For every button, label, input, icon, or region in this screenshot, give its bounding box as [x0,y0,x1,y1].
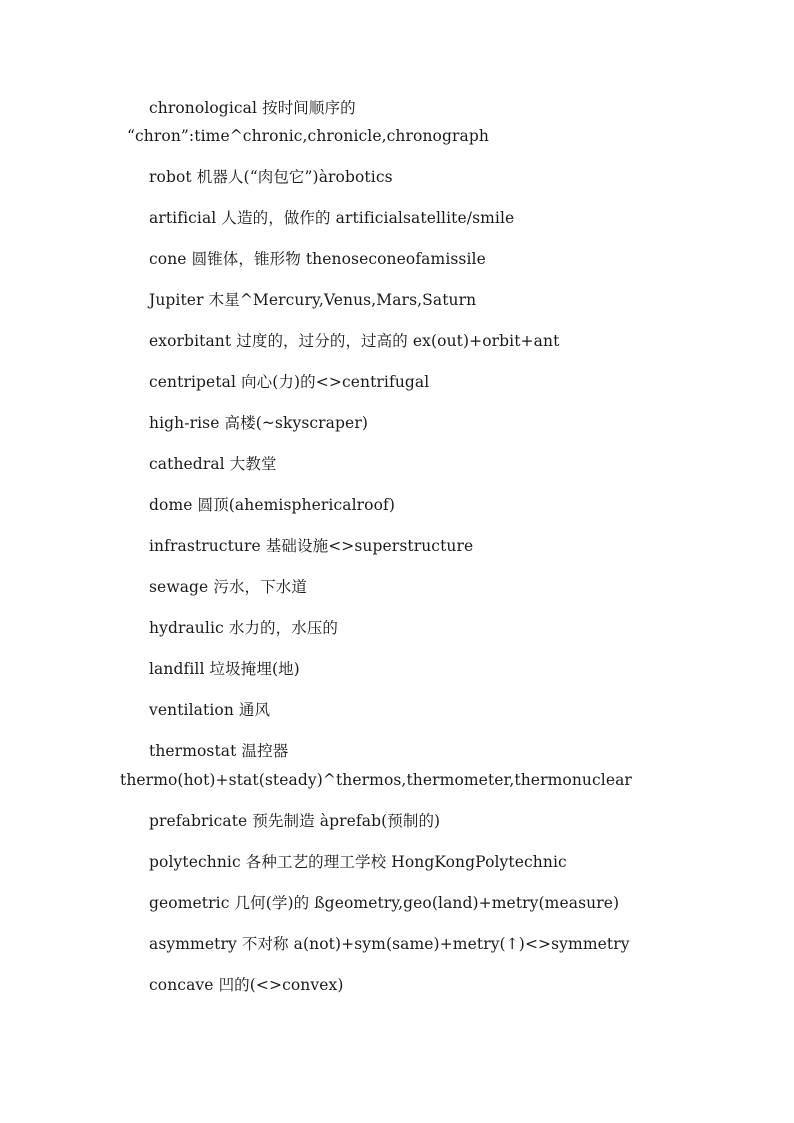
entry-exorbitant: exorbitant 过度的，过分的，过高的 ex(out)+orbit+ant [149,332,560,350]
entry-chronological-continuation: “chron”:time^chronic,chronicle,chronograph [127,127,489,145]
entry-asymmetry: asymmetry 不对称 a(not)+sym(same)+metry(↑)<>symmetry [149,935,630,953]
entry-concave: concave 凹的(<>convex) [149,976,344,994]
entry-geometric: geometric 几何(学)的 ßgeometry,geo(land)+metry(measure) [149,894,620,912]
entry-dome: dome 圆顶(ahemisphericalroof) [149,496,395,514]
entry-robot: robot 机器人(“肉包它”)àrobotics [149,168,393,186]
entry-hydraulic: hydraulic 水力的，水压的 [149,619,339,637]
entry-thermostat-continuation: thermo(hot)+stat(steady)^thermos,thermometer,thermonuclear [120,771,632,789]
entry-centripetal: centripetal 向心(力)的<>centrifugal [149,373,430,391]
entry-polytechnic: polytechnic 各种工艺的理工学校 HongKongPolytechnic [149,853,567,871]
entry-sewage: sewage 污水，下水道 [149,578,307,596]
entry-chronological: chronological 按时间顺序的 [149,99,356,117]
entry-high-rise: high-rise 高楼(~skyscraper) [149,414,368,432]
entry-jupiter: Jupiter 木星^Mercury,Venus,Mars,Saturn [149,291,477,309]
entry-infrastructure: infrastructure 基础设施<>superstructure [149,537,474,555]
entry-cathedral: cathedral 大教堂 [149,455,277,473]
entry-cone: cone 圆锥体，锥形物 thenoseconeofamissile [149,250,486,268]
entry-ventilation: ventilation 通风 [149,701,271,719]
entry-prefabricate: prefabricate 预先制造 àprefab(预制的) [149,812,441,830]
entry-landfill: landfill 垃圾掩埋(地) [149,660,300,678]
entry-artificial: artificial 人造的，做作的 artificialsatellite/smile [149,209,515,227]
entry-thermostat: thermostat 温控器 [149,742,289,760]
